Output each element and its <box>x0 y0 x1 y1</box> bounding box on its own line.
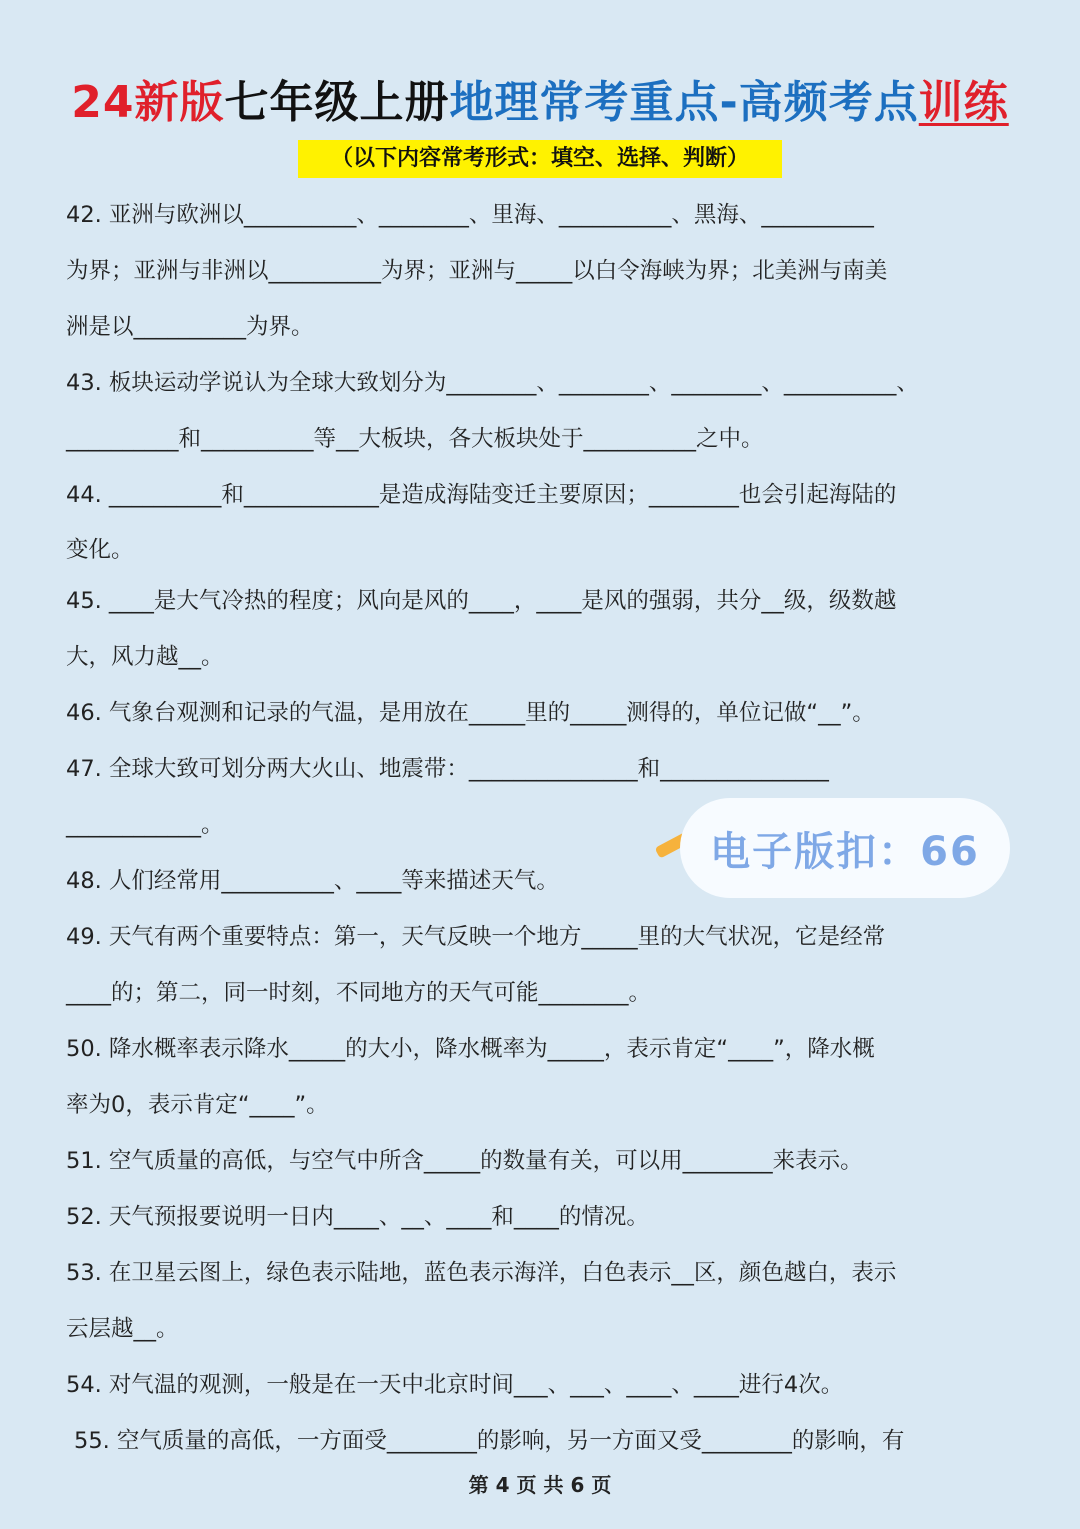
title-part-topic: 地理常考重点-高频考点 <box>449 77 919 128</box>
question-line: 51. 空气质量的高低，与空气中所含_____的数量有关，可以用________来表示。 <box>66 1148 863 1174</box>
question-line: 48. 人们经常用__________、____等来描述天气。 <box>66 868 559 894</box>
subtitle-highlight: （以下内容常考形式：填空、选择、判断） <box>298 140 782 178</box>
question-line: 43. 板块运动学说认为全球大致划分为________、________、________、__________、 <box>66 370 919 396</box>
question-line: 52. 天气预报要说明一日内____、__、____和____的情况。 <box>66 1204 649 1230</box>
question-line: 50. 降水概率表示降水_____的大小，降水概率为_____，表示肯定“____”，降水概 <box>66 1036 875 1062</box>
question-line: 47. 全球大致可划分两大火山、地震带：_______________和_______________ <box>66 756 829 782</box>
question-line: 54. 对气温的观测，一般是在一天中北京时间___、___、____、____进行4次。 <box>66 1372 844 1398</box>
title-part-grade: 七年级上册 <box>224 77 450 128</box>
question-line: 云层越__。 <box>66 1316 179 1342</box>
question-line: 变化。 <box>66 537 134 563</box>
question-line: 大，风力越__。 <box>66 644 224 670</box>
question-line: 为界；亚洲与非洲以__________为界；亚洲与_____以白令海峡为界；北美洲与南美 <box>66 258 888 284</box>
page-number-footer: 第 4 页 共 6 页 <box>468 1473 612 1497</box>
question-line: 49. 天气有两个重要特点：第一，天气反映一个地方_____里的大气状况，它是经常 <box>66 924 886 950</box>
question-line: ____________。 <box>66 812 224 838</box>
title-part-year: 24新版 <box>71 77 225 128</box>
question-line: ____的；第二，同一时刻，不同地方的天气可能________。 <box>66 980 652 1006</box>
question-line: __________和__________等__大板块，各大板块处于__________之中。 <box>66 426 764 452</box>
question-line: 53. 在卫星云图上，绿色表示陆地，蓝色表示海洋，白色表示__区，颜色越白，表示 <box>66 1260 897 1286</box>
question-line: 率为0，表示肯定“____”。 <box>66 1092 329 1118</box>
question-line: 44. __________和____________是造成海陆变迁主要原因；________也会引起海陆的 <box>66 482 897 508</box>
question-line: 洲是以__________为界。 <box>66 314 314 340</box>
question-line: 45. ____是大气冷热的程度；风向是风的____，____是风的强弱，共分__级，级数越 <box>66 588 897 614</box>
question-line: 55. 空气质量的高低，一方面受________的影响，另一方面又受________的影响，有 <box>74 1428 905 1454</box>
page-title <box>0 66 1080 130</box>
question-line: 46. 气象台观测和记录的气温，是用放在_____里的_____测得的，单位记做“__”。 <box>66 700 875 726</box>
title-part-practice: 训练 <box>918 77 1009 128</box>
watermark-badge: 电子版扣：66 <box>680 798 1010 898</box>
question-line: 42. 亚洲与欧洲以__________、________、里海、__________、黑海、__________ <box>66 202 874 228</box>
